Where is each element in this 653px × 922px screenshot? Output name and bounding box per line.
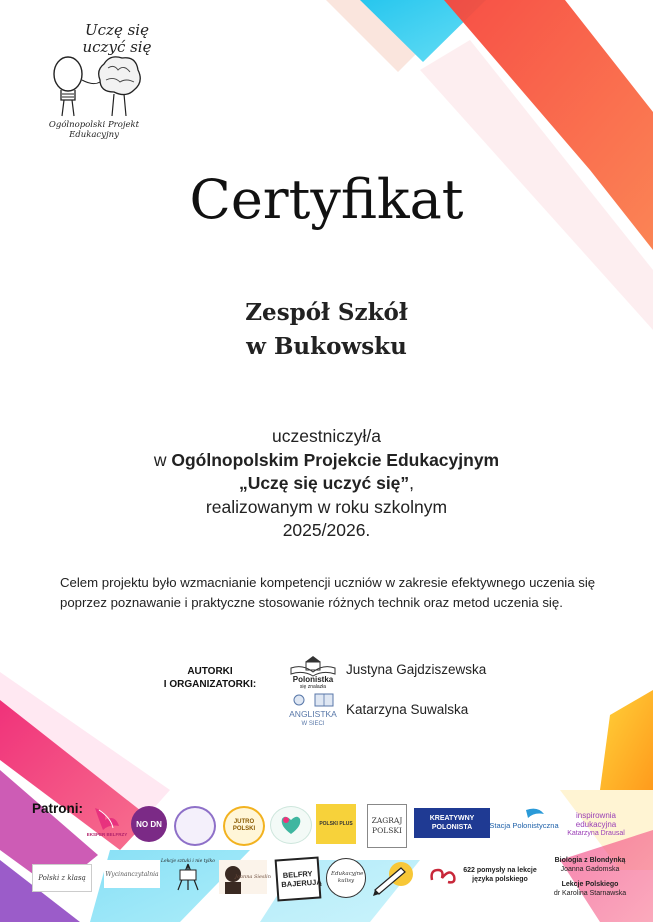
- statement-line-1: uczestniczył/a: [272, 426, 381, 446]
- certificate-title: Certyfikat: [189, 168, 464, 231]
- statement-line-2-prefix: w: [153, 449, 172, 470]
- patron-15-text: BELFRY BAJERUJĄ: [281, 868, 323, 890]
- author-2-name: Katarzyna Suwalska: [346, 702, 469, 717]
- patron-joanna-sieslin-logo: [219, 860, 271, 894]
- patron-edukacyjne-kulisy-logo: [326, 858, 366, 898]
- patron-lekcje-sztuki-logo: [161, 856, 215, 892]
- heart-hands-icon: [276, 812, 306, 838]
- patron-polski-z-klasa-logo: [32, 864, 92, 892]
- patrons-label: Patroni:: [32, 801, 84, 816]
- patron-wycinanczytalnia-logo: [104, 860, 160, 888]
- anglistka-logo-subtext: W SIECI: [301, 721, 325, 727]
- patron-4-text: JUTRO POLSKI: [232, 819, 256, 832]
- logo-subtitle: Ogólnopolski Projekt Edukacyjny: [48, 120, 140, 140]
- polonistka-logo-text: Polonistka: [292, 675, 334, 684]
- project-type: Ogólnopolskim Projekcie Edukacyjnym: [171, 449, 500, 470]
- patron-right-block: [544, 856, 636, 898]
- statement-line-4: realizowanym w roku szkolnym: [205, 496, 448, 517]
- patron-16-text: Edukacyjne kulisy: [331, 871, 364, 884]
- patron-7-text: ZAGRAJ POLSKI: [371, 816, 403, 835]
- recipient-line-2: w Bukowsku: [246, 333, 407, 360]
- authors-label-line-2: I ORGANIZATORKI:: [163, 679, 257, 690]
- participation-statement: [0, 425, 653, 543]
- patron-stacja-polonistyczna-logo: [489, 806, 559, 840]
- anglistka-logo: [285, 692, 341, 728]
- statement-line-3-suffix: ,: [409, 473, 415, 493]
- patron-6-text: POLSKI PLUS: [319, 821, 353, 827]
- patron-ekspert-belfrzy-logo: [86, 804, 128, 838]
- author-1-name: Justyna Gajdziszewska: [346, 662, 487, 677]
- polonistka-logo: [285, 652, 341, 688]
- lekcje-polskiego-author: dr Karolina Starnawska: [553, 890, 627, 897]
- pencil-icon: [371, 858, 417, 896]
- feather-icon: [86, 804, 128, 838]
- authors-label-line-1: AUTORKI: [187, 666, 233, 677]
- patron-11-text: Polski z klasą: [38, 874, 86, 882]
- patron-9-text: Stacja Polonistyczna: [489, 821, 559, 830]
- statement-line-3: [0, 472, 653, 496]
- easel-icon: [161, 856, 215, 892]
- open-book-icon: [285, 652, 341, 688]
- patron-1-text: EKSPER BELFRZY: [86, 832, 128, 837]
- patron-12-text: Wycinanczytalnia: [105, 870, 159, 878]
- authors-label: [150, 665, 270, 691]
- patron-polski-plus-logo: [316, 804, 356, 844]
- patron-622-text: [458, 866, 542, 884]
- logo-title: Uczę się uczyć się: [82, 21, 152, 56]
- patron-10-text-1: inspirownia: [575, 810, 617, 820]
- patron-jutro-polski-logo: [223, 806, 265, 846]
- project-goal: Celem projektu było wzmacnianie kompetencji uczniów w zakresie efektywnego uczenia się poprzez poznawanie i praktyczne stosowanie różnych technik oraz metod uczenia się.: [60, 575, 596, 610]
- patron-14-text: Joanna Sieslin: [235, 874, 271, 880]
- lightbulb-brain-icon: [38, 52, 148, 122]
- anglistka-logo-text: ANGLISTKA: [289, 709, 337, 719]
- biologia-title: Biologia z Blondynką: [554, 857, 626, 864]
- patron-622-logo: [428, 864, 458, 888]
- statement-line-2: [0, 449, 653, 473]
- biologia-author: Joanna Gadomska: [560, 866, 620, 873]
- project-logo: [24, 21, 164, 140]
- patron-2-text: NO DN: [136, 819, 162, 829]
- patron-10-text-3: Katarzyna Drausal: [567, 829, 625, 837]
- patron-8-text: KREATYWNY POLONISTA: [429, 815, 475, 831]
- ribbon-icon: [428, 864, 458, 888]
- recipient-name: [0, 296, 653, 364]
- patron-3-logo: [174, 806, 216, 846]
- patron-inspirownia-logo: [560, 806, 632, 842]
- stacja-wave-icon: [489, 806, 559, 840]
- laptop-book-icon: [285, 692, 341, 728]
- patron-13-text: Lekcje sztuki i nie tylko: [161, 859, 215, 864]
- portrait-icon: [219, 860, 271, 894]
- school-year: 2025/2026.: [282, 520, 371, 540]
- patron-zagraj-polski-logo: [367, 804, 407, 848]
- patron-belfry-bajeruja-logo: [275, 857, 322, 902]
- patron-5-logo: [270, 806, 312, 844]
- patron-622-line-2: języka polskiego: [472, 876, 528, 883]
- patron-nodn-logo: [131, 806, 167, 842]
- lekcje-polskiego-title: Lekcje Polskiego: [561, 881, 619, 888]
- project-name: „Uczę się uczyć się”: [238, 473, 410, 493]
- patron-622-line-1: 622 pomysły na lekcje: [463, 867, 537, 874]
- patron-kreatywny-polonista-logo: [414, 808, 490, 838]
- patron-10-text-2: edukacyjna: [575, 819, 617, 829]
- recipient-line-1: Zespół Szkół: [245, 299, 408, 326]
- deco-triangle-yellow: [600, 690, 653, 790]
- polonistka-logo-subtext: się znalazła: [299, 684, 327, 690]
- patron-pencil-logo: [371, 858, 417, 896]
